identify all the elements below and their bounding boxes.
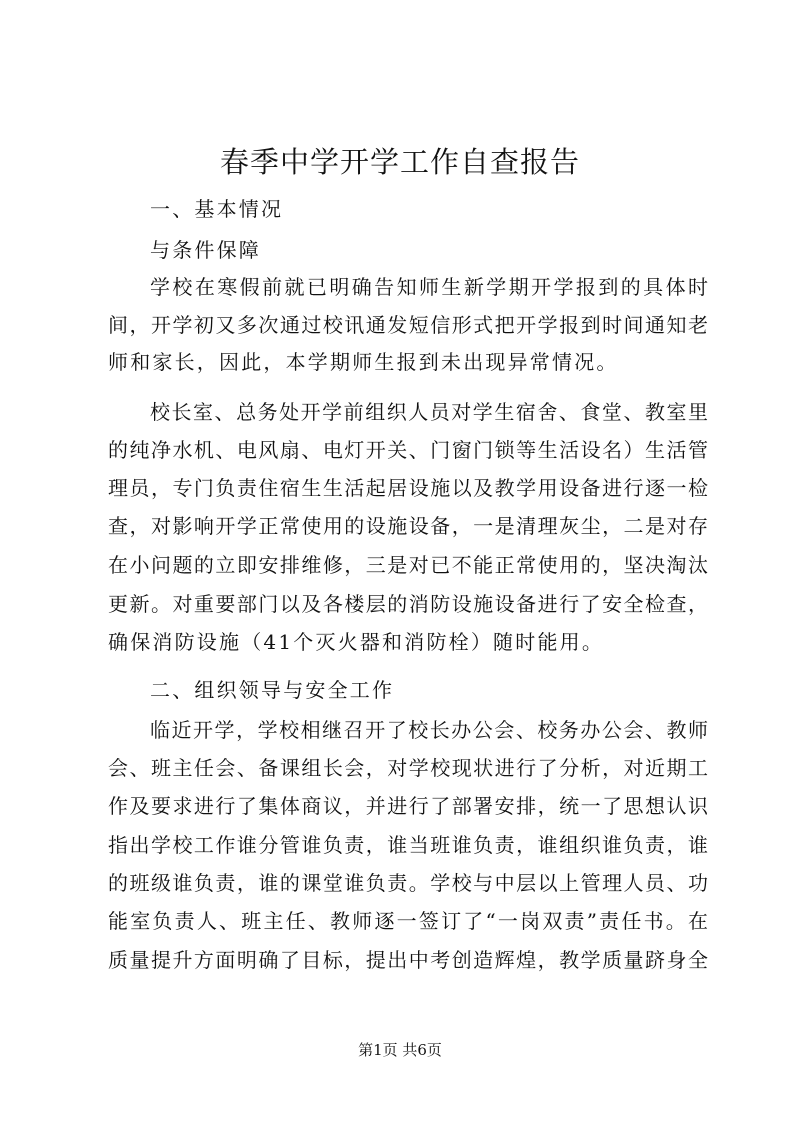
document-title: 春季中学开学工作自查报告 [219,145,580,179]
subheading-conditions: 与条件保障 [150,238,261,262]
paragraph-line: 作及要求进行了集体商议，并进行了部署安排，统一了思想认识 [108,794,708,818]
paragraph-line: 更新。对重要部门以及各楼层的消防设施设备进行了安全检查， [108,592,708,616]
section-heading-basic: 一、基本情况 [150,197,284,221]
paragraph-line: 的班级谁负责，谁的课堂谁负责。学校与中层以上管理人员、功 [108,871,708,895]
paragraph-line: 师和家长，因此，本学期师生报到未出现异常情况。 [108,350,619,374]
paragraph-line: 指出学校工作谁分管谁负责，谁当班谁负责，谁组织谁负责，谁 [108,833,708,857]
paragraph-line: 确保消防设施（41个灭火器和消防栓）随时能用。 [108,630,605,654]
paragraph-line: 学校在寒假前就已明确告知师生新学期开学报到的具体时 [150,275,708,299]
paragraph-line: 校长室、总务处开学前组织人员对学生宿舍、食堂、教室里 [150,400,708,424]
paragraph-line: 理员，专门负责住宿生生活起居设施以及教学用设备进行逐一检 [108,476,708,500]
paragraph-line: 质量提升方面明确了目标，提出中考创造辉煌，教学质量跻身全 [108,948,708,972]
paragraph-line: 查，对影响开学正常使用的设施设备，一是清理灰尘，二是对存 [108,514,708,538]
paragraph-line: 的纯净水机、电风扇、电灯开关、门窗门锁等生活设名）生活管 [108,438,708,462]
paragraph-line: 能室负责人、班主任、教师逐一签订了“一岗双责”责任书。在 [108,909,708,933]
paragraph-line: 临近开学，学校相继召开了校长办公会、校务办公会、教师 [150,718,708,742]
page-number: 第1页 共6页 [358,1041,442,1059]
paragraph-line: 间，开学初又多次通过校讯通发短信形式把开学报到时间通知老 [108,313,708,337]
section-heading-leadership: 二、组织领导与安全工作 [150,678,395,702]
paragraph-line: 会、班主任会、备课组长会，对学校现状进行了分析，对近期工 [108,756,708,780]
paragraph-line: 在小问题的立即安排维修，三是对已不能正常使用的，坚决淘汰 [108,553,708,577]
